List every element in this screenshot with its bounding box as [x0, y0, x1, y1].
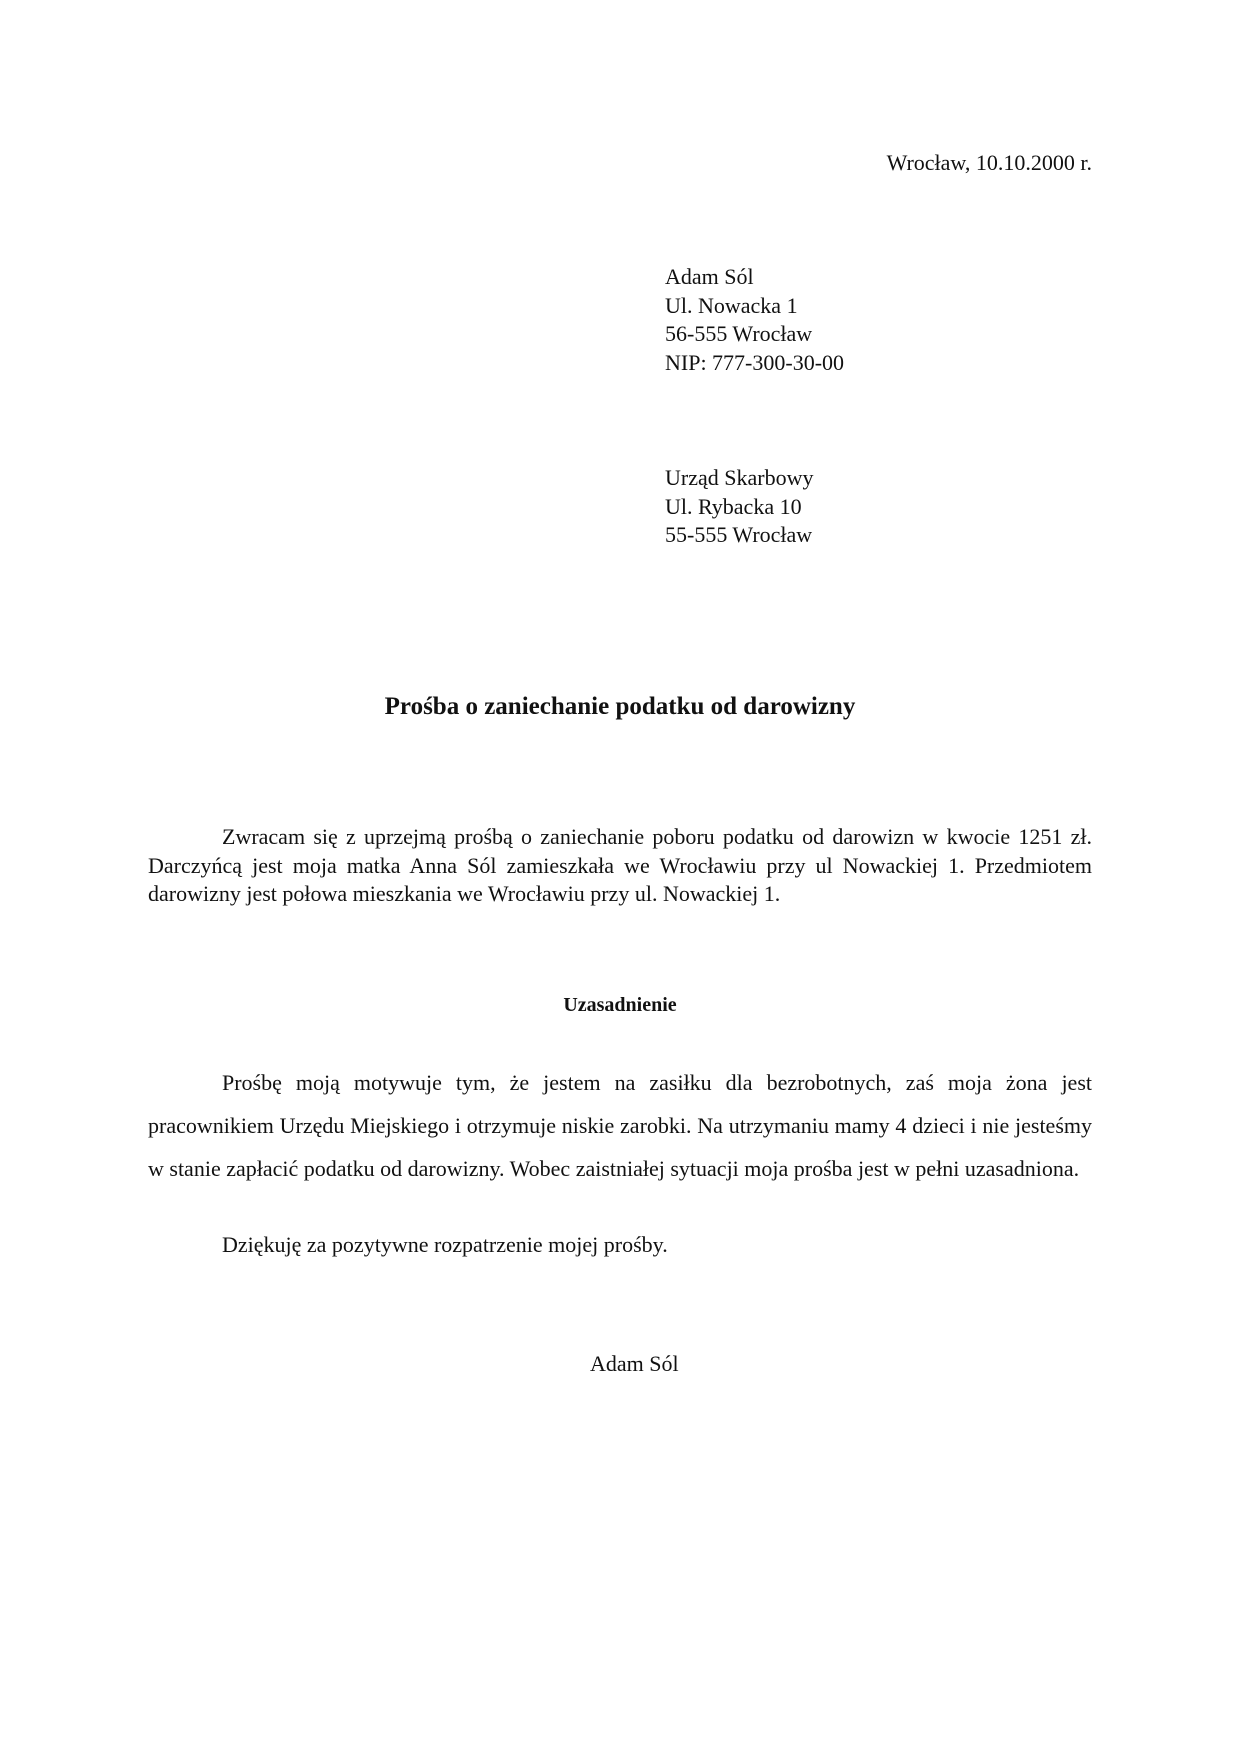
- document-title: Prośba o zaniechanie podatku od darowizny: [384, 693, 856, 720]
- sender-street: Ul. Nowacka 1: [665, 292, 798, 318]
- sender-nip: NIP: 777-300-30-00: [665, 349, 845, 375]
- signature: Adam Sól: [590, 1351, 679, 1376]
- body-paragraph: Zwracam się z uprzejmą prośbą o zaniechanie poboru podatku od darowizn w kwocie 1251 zł. Darczyńcą jest moja matka Anna Sól zamieszkała we Wrocławiu przy ul Nowackiej 1. Przedmiotem darowizny jest połowa mieszkania we Wrocławiu przy ul. Nowackiej 1.: [148, 824, 1092, 906]
- sender-name: Adam Sól: [665, 264, 754, 289]
- sender-address: [665, 263, 844, 377]
- date-line: Wrocław, 10.10.2000 r.: [886, 150, 1092, 175]
- thanks-paragraph: Dziękuję za pozytywne rozpatrzenie mojej prośby.: [222, 1232, 668, 1257]
- recipient-street: Ul. Rybacka 10: [665, 493, 802, 519]
- justification-paragraph: Prośbę moją motywuje tym, że jestem na zasiłku dla bezrobotnych, zaś moja żona jest pracownikiem Urzędu Miejskiego i otrzymuje niskie zarobki. Na utrzymaniu mamy 4 dzieci i nie jesteśmy w stanie zapłacić podatku od darowizny. Wobec zaistniałej sytuacji moja prośba jest w pełni uzasadniona.: [148, 1070, 1092, 1181]
- recipient-address: [665, 464, 813, 550]
- sender-city: 56-555 Wrocław: [665, 321, 813, 347]
- section-heading: Uzasadnienie: [563, 994, 677, 1016]
- recipient-city: 55-555 Wrocław: [665, 522, 813, 548]
- recipient-name: Urząd Skarbowy: [665, 465, 814, 490]
